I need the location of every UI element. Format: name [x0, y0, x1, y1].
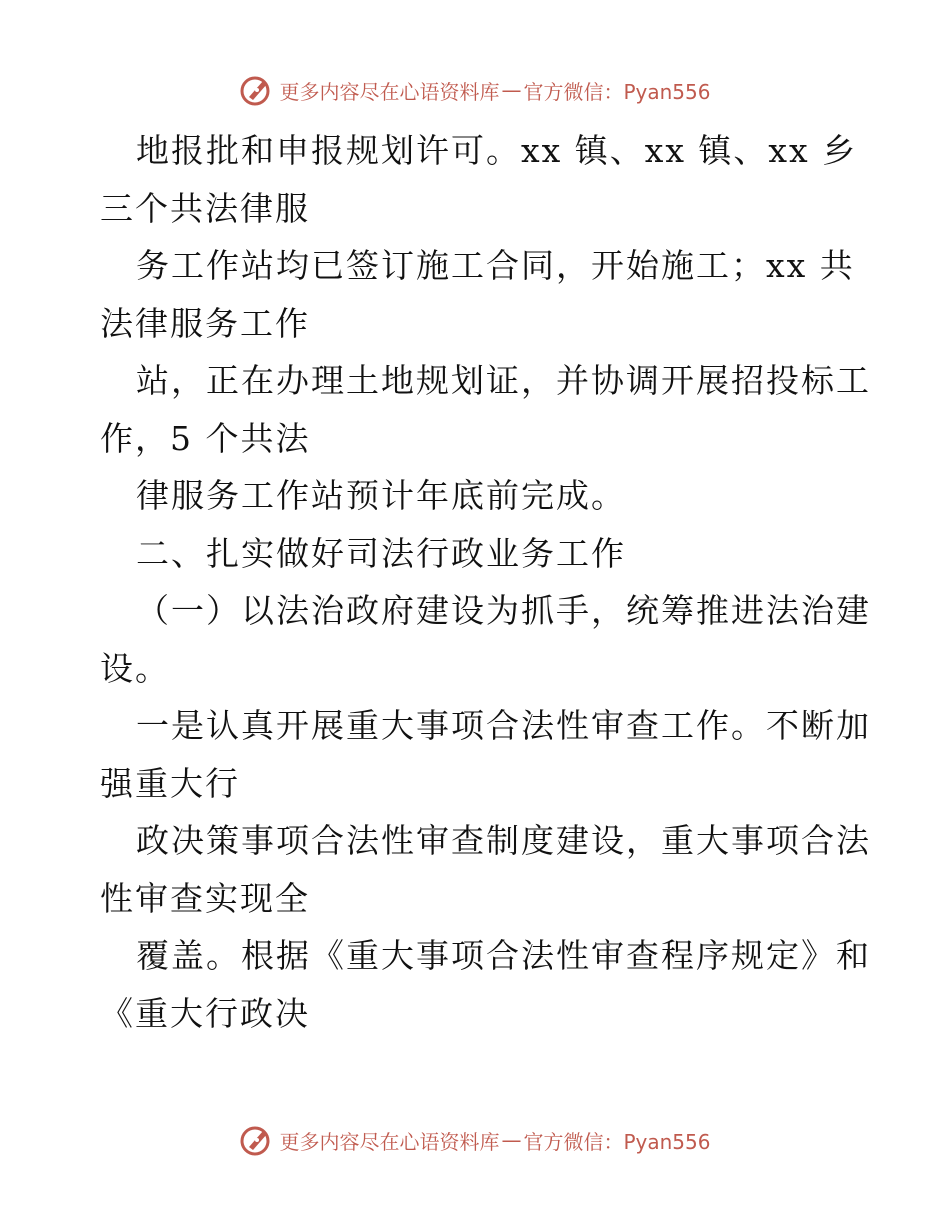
body-line: 地报批和申报规划许可。xx 镇、xx 镇、xx 乡: [136, 131, 858, 170]
subsection-heading: （一）以法治政府建设为抓手，统筹推进法治建: [136, 591, 871, 630]
pen-nib-circle-icon: [239, 1123, 273, 1157]
banner-text: 更多内容尽在心语资料库: [279, 79, 500, 104]
body-line: 覆盖。根据《重大事项合法性审查程序规定》和: [136, 936, 871, 975]
body-line: 性审查实现全: [100, 878, 310, 918]
banner-contact: 官方微信：Pyan556: [523, 79, 711, 104]
body-line: 务工作站均已签订施工合同，开始施工；xx 共: [136, 246, 855, 285]
body-line: 三个共法律服: [100, 188, 310, 228]
banner-dash: —: [501, 78, 522, 102]
body-line: 站，正在办理土地规划证，并协调开展招投标工: [136, 361, 871, 400]
header-watermark-banner: [0, 70, 950, 110]
footer-watermark-banner: [0, 1120, 950, 1160]
body-line: 政决策事项合法性审查制度建设，重大事项合法: [136, 821, 871, 860]
body-line: 法律服务工作: [100, 303, 310, 343]
body-line: 作，5 个共法: [100, 418, 311, 458]
body-line: 强重大行: [100, 763, 240, 803]
section-heading: 二、扎实做好司法行政业务工作: [136, 533, 626, 573]
document-body: [100, 122, 871, 1042]
body-line: 律服务工作站预计年底前完成。: [136, 476, 626, 515]
banner-contact: 官方微信：Pyan556: [523, 1129, 711, 1154]
pen-nib-circle-icon: [239, 73, 273, 107]
body-line: 《重大行政决: [100, 993, 310, 1033]
banner-text: 更多内容尽在心语资料库: [279, 1129, 500, 1154]
banner-dash: —: [501, 1128, 522, 1152]
body-line: 一是认真开展重大事项合法性审查工作。不断加: [136, 706, 871, 745]
body-line: 设。: [100, 648, 170, 688]
